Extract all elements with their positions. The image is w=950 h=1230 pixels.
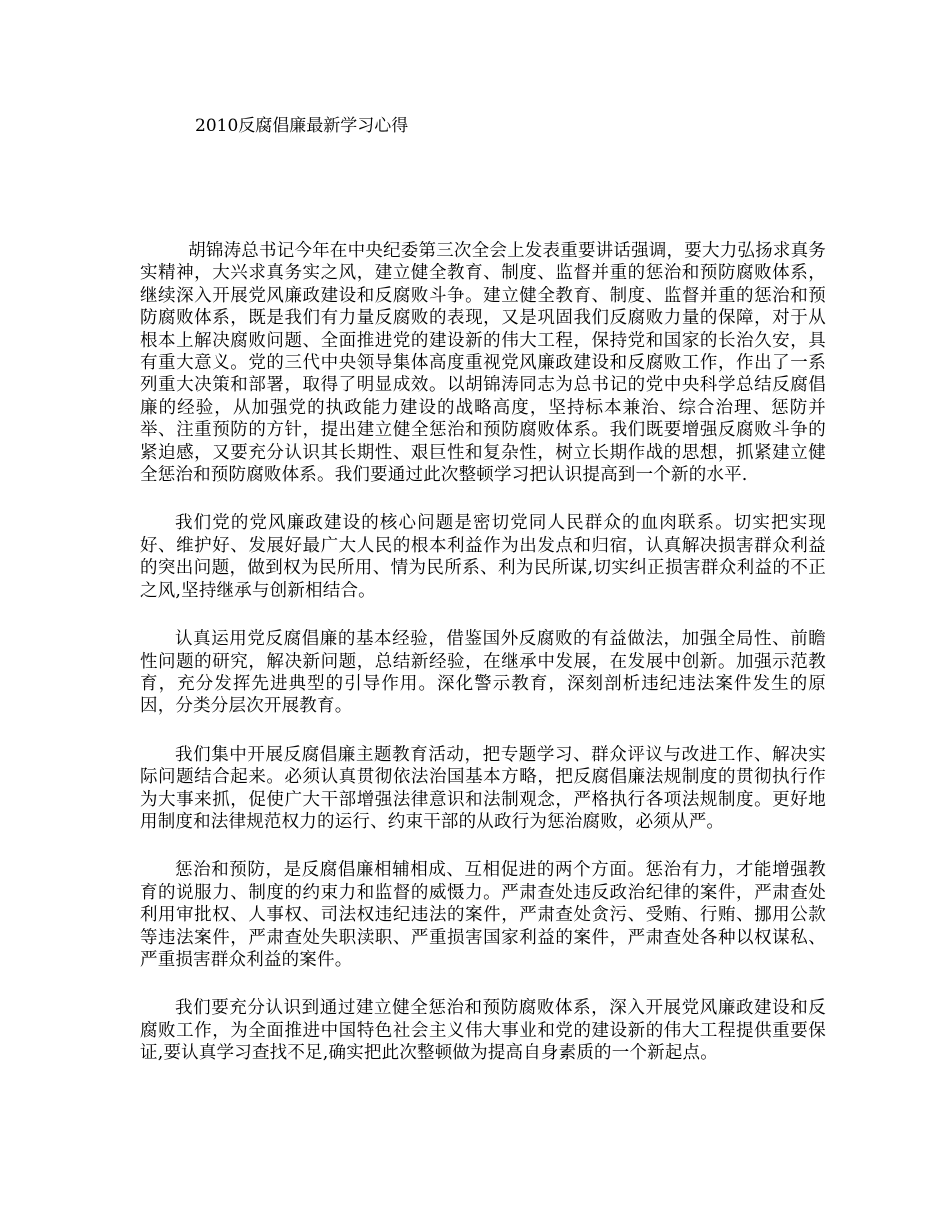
paragraph-5: 惩治和预防，是反腐倡廉相辅相成、互相促进的两个方面。惩治有力，才能增强教育的说服力、制度的约束力和监督的威慑力。严肃查处违反政治纪律的案件，严肃查处利用审批权、人事权、司法权违纪违法的案件，严肃查处贪污、受贿、行贿、挪用公款等违法案件，严肃查处失职渎职、严重损害国家利益的案件，严肃查处各种以权谋私、严重损害群众利益的案件。 (140, 860, 826, 970)
document-title: 2010反腐倡廉最新学习心得 (195, 116, 409, 136)
paragraph-3: 认真运用党反腐倡廉的基本经验，借鉴国外反腐败的有益做法，加强全局性、前瞻性问题的研究，解决新问题，总结新经验，在继承中发展，在发展中创新。加强示范教育，充分发挥先进典型的引导作用。深化警示教育，深刻剖析违纪违法案件发生的原因，分类分层次开展教育。 (140, 629, 826, 717)
paragraph-4: 我们集中开展反腐倡廉主题教育活动，把专题学习、群众评议与改进工作、解决实际问题结合起来。必须认真贯彻依法治国基本方略，把反腐倡廉法规制度的贯彻执行作为大事来抓，促使广大干部增强法律意识和法制观念，严格执行各项法规制度。更好地用制度和法律规范权力的运行、约束干部的从政行为惩治腐败，必须从严。 (140, 744, 826, 832)
paragraph-1: 胡锦涛总书记今年在中央纪委第三次全会上发表重要讲话强调，要大力弘扬求真务实精神，大兴求真务实之风，建立健全教育、制度、监督并重的惩治和预防腐败体系，继续深入开展党风廉政建设和反腐败斗争。建立健全教育、制度、监督并重的惩治和预防腐败体系，既是我们有力量反腐败的表现，又是巩固我们反腐败力量的保障，对于从根本上解决腐败问题、全面推进党的建设新的伟大工程，保持党和国家的长治久安，具有重大意义。党的三代中央领导集体高度重视党风廉政建设和反腐败工作，作出了一系列重大决策和部署，取得了明显成效。以胡锦涛同志为总书记的党中央科学总结反腐倡廉的经验，从加强党的执政能力建设的战略高度，坚持标本兼治、综合治理、惩防并举、注重预防的方针，提出建立健全惩治和预防腐败体系。我们既要增强反腐败斗争的紧迫感，又要充分认识其长期性、艰巨性和复杂性，树立长期作战的思想，抓紧建立健全惩治和预防腐败体系。我们要通过此次整顿学习把认识提高到一个新的水平. (140, 241, 826, 486)
document-body (140, 240, 826, 1091)
paragraph-2: 我们党的党风廉政建设的核心问题是密切党同人民群众的血肉联系。切实把实现好、维护好、发展好最广大人民的根本利益作为出发点和归宿，认真解决损害群众利益的突出问题，做到权为民所用、情为民所系、利为民所谋,切实纠正损害群众利益的不正之风,坚持继承与创新相结合。 (140, 513, 826, 601)
paragraph-6: 我们要充分认识到通过建立健全惩治和预防腐败体系，深入开展党风廉政建设和反腐败工作，为全面推进中国特色社会主义伟大事业和党的建设新的伟大工程提供重要保证,要认真学习查找不足,确实把此次整顿做为提高自身素质的一个新起点。 (140, 998, 826, 1064)
